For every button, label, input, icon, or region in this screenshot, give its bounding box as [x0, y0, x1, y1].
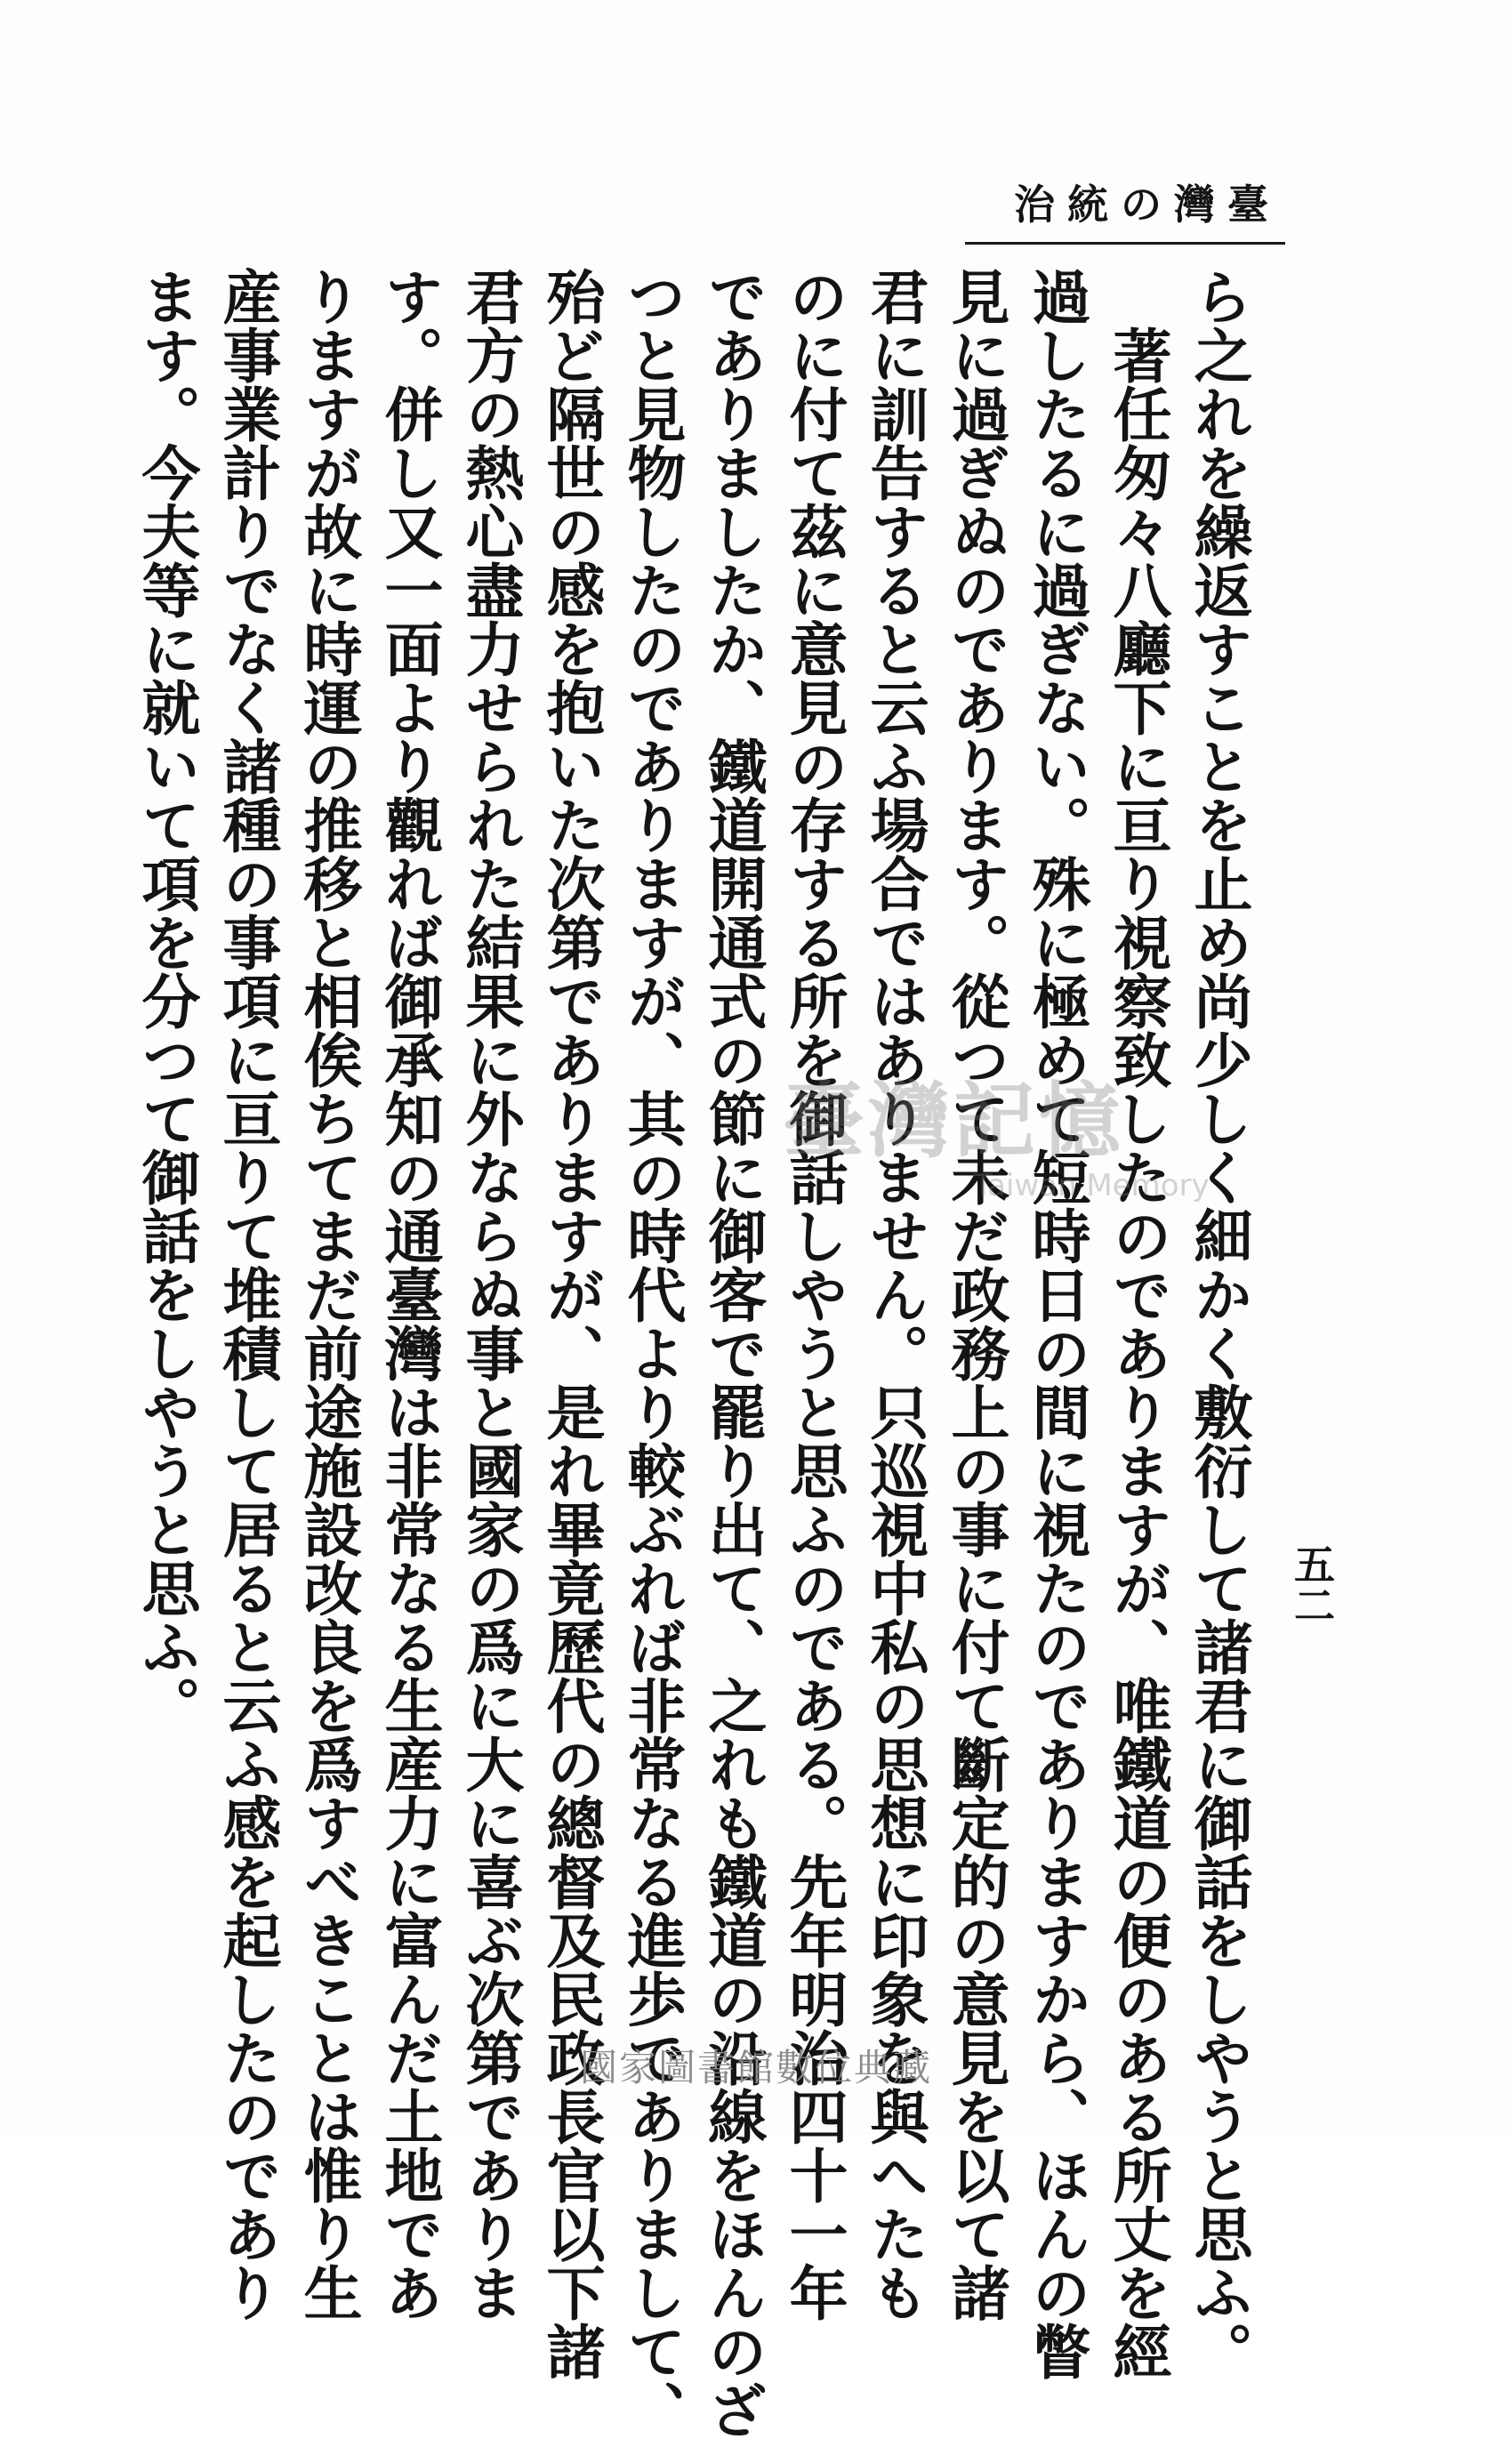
text-column: でありましたか、鐵道開通式の節に御客で罷り出て、之れも鐵道の沿線をほんのざ [698, 267, 768, 2439]
text-column: 君に訓告すると云ふ場合ではありません。只巡視中私の思想に印象を與へたも [860, 267, 929, 2322]
text-column: ます。今夫等に就いて項を分つて御話をしやうと思ふ。 [132, 267, 201, 1735]
page-number: 五二 [1288, 1543, 1336, 1625]
text-column: つと見物したのでありますが、其の時代より較ぶれば非常なる進歩でありまして、 [617, 267, 687, 2439]
running-title: 臺灣の統治 [1014, 181, 1281, 229]
text-column: 殆ど隔世の感を抱いた次第でありますが、是れ畢竟歷代の總督及民政長官以下諸 [536, 267, 606, 2380]
watermark-subtext: Taiwan Memory [974, 1168, 1210, 1203]
header-rule [965, 242, 1285, 245]
text-column: 著任匆々八廳下に亘り視察致したのでありますが、唯鐵道の便のある所丈を經 [1103, 267, 1172, 2380]
text-column: 見に過ぎぬのであります。從つて未だ政務上の事に付て斷定的の意見を以て諸 [941, 267, 1010, 2322]
text-column: りますが故に時運の推移と相俟ちてまだ前途施設改良を爲すべきことは惟り生 [294, 267, 363, 2322]
footer-credit: 國家圖書館數位典藏 [579, 2046, 932, 2089]
text-column: のに付て茲に意見の存する所を御話しやうと思ふのである。先年明治四十一年 [779, 267, 848, 2322]
text-column: 過したるに過ぎない。殊に極めて短時日の間に視たのでありますから、ほんの瞥 [1022, 267, 1091, 2380]
watermark-text: 臺灣記憶 [783, 1073, 1125, 1169]
text-column: ら之れを繰返すことを止め尚少しく細かく敷衍して諸君に御話をしやうと思ふ。 [1184, 267, 1253, 2380]
text-column: す。併し又一面より觀れば御承知の通臺灣は非常なる生産力に富んだ土地であ [374, 267, 444, 2322]
text-column: 産事業計りでなく諸種の事項に亘りて堆積して居ると云ふ感を起したのであり [213, 267, 282, 2322]
text-column: 君方の熱心盡力せられた結果に外ならぬ事と國家の爲に大に喜ぶ次第でありま [455, 267, 525, 2322]
